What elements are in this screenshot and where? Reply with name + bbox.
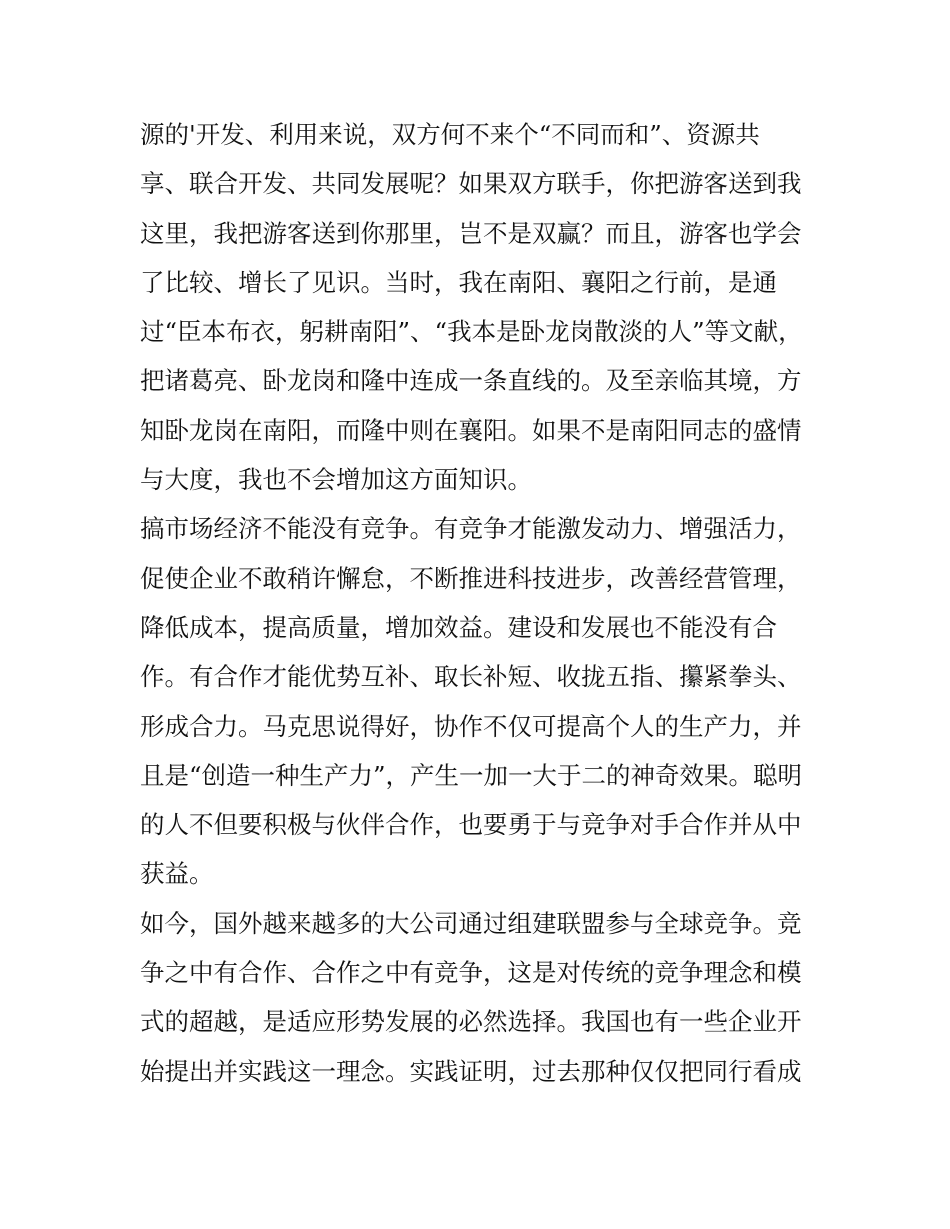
text-line: 的人不但要积极与伙伴合作，也要勇于与竞争对手合作并从中 [140,810,802,840]
text-line: 且是“创造一种生产力”，产生一加一大于二的神奇效果。聪明 [140,760,803,790]
text-line: 促使企业不敢稍许懈怠，不断推进科技进步，改善经营管理， [140,563,802,593]
text-line: 与大度，我也不会增加这方面知识。 [140,465,532,495]
text-line: 源的'开发、利用来说，双方何不来个“不同而和”、资源共 [140,120,760,149]
body-text [140,110,820,1096]
text-line: 这里，我把游客送到你那里，岂不是双赢？而且，游客也学会 [140,218,802,248]
text-line: 享、联合开发、共同发展呢？如果双方联手，你把游客送到我 [140,169,802,199]
text-line: 知卧龙岗在南阳，而隆中则在襄阳。如果不是南阳同志的盛情 [140,415,802,445]
text-line: 式的超越，是适应形势发展的必然选择。我国也有一些企业开 [140,1007,802,1037]
text-line: 把诸葛亮、卧龙岗和隆中连成一条直线的。及至亲临其境，方 [140,366,802,396]
text-line: 了比较、增长了见识。当时，我在南阳、襄阳之行前，是通 [140,267,777,297]
text-line: 过“臣本布衣，躬耕南阳”、“我本是卧龙岗散淡的人”等文献， [140,317,803,347]
text-line: 争之中有合作、合作之中有竞争，这是对传统的竞争理念和模 [140,958,802,988]
text-line: 形成合力。马克思说得好，协作不仅可提高个人的生产力，并 [140,711,802,741]
text-line: 始提出并实践这一理念。实践证明，过去那种仅仅把同行看成 [140,1056,802,1086]
text-line: 获益。 [140,859,214,889]
text-line: 降低成本，提高质量，增加效益。建设和发展也不能没有合 [140,612,777,642]
text-line: 如今，国外越来越多的大公司通过组建联盟参与全球竞争。竞 [140,908,802,938]
text-line: 搞市场经济不能没有竞争。有竞争才能激发动力、增强活力， [140,514,802,544]
text-line: 作。有合作才能优势互补、取长补短、收拢五指、攥紧拳头、 [140,662,802,692]
